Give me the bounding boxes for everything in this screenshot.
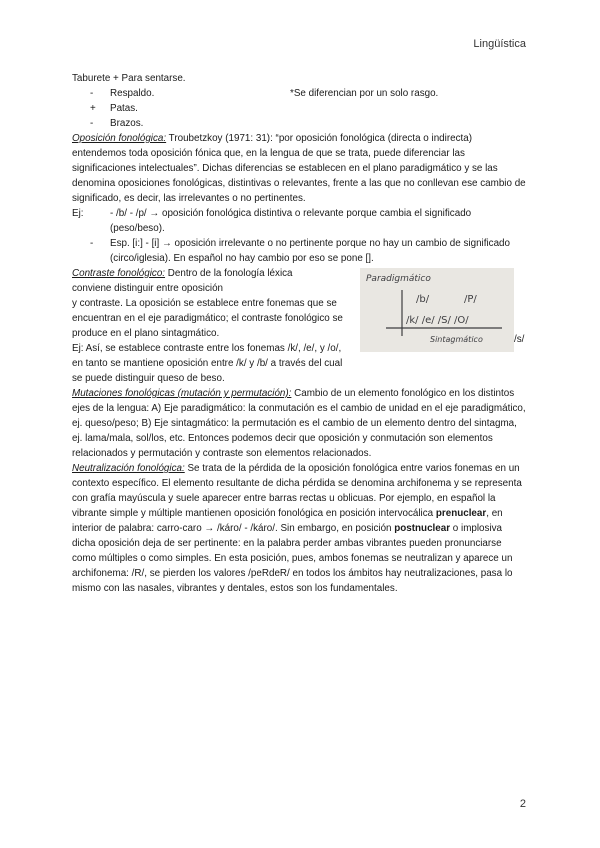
contraste-heading: Contraste fonológico:: [72, 268, 166, 279]
side-note: *Se diferencian por un solo rasgo.: [290, 88, 439, 99]
list-item: [72, 116, 528, 131]
neutralizacion-body-2: , en interior de palabra: carro-caro → /káro/ - /káro/. Sin embargo, en posición: [72, 508, 503, 534]
mutaciones-body: Cambio de un elemento fonológico en los distintos ejes de la lengua: A) Eje paradigmático: la conmutación es el cambio de unidad en el eje paradigmático, ej. queso/peso; B) Eje sintagmático: la permutación es el cambio de un elemento dentro del sintagma, ej. lama/mala, sol/los, etc. Entonces podemos decir que oposición y conmutación son elementos relacionados y permutación y contraste son elementos relacionados.: [72, 388, 526, 459]
sub-example-text: Esp. [i:] - [i] → oposición irrelevante o no pertinente porque no hay un cambio de significado (circo/iglesia). En español no hay cambio por eso se pone [].: [110, 238, 510, 264]
mutaciones-paragraph: [72, 386, 528, 461]
term-postnuclear: postnuclear: [394, 523, 451, 534]
figure-title: Paradigmático: [366, 274, 431, 284]
contraste-section: [72, 266, 528, 386]
list-bullet: -: [90, 118, 94, 129]
oposicion-heading: Oposición fonológica:: [72, 133, 167, 144]
list-item-text: Patas.: [110, 103, 138, 114]
contraste-intro: [72, 266, 352, 281]
neutralizacion-heading: Neutralización fonológica:: [72, 463, 185, 474]
figure-axis-label: Sintagmático: [430, 335, 483, 344]
handwritten-diagram: [360, 268, 514, 352]
contraste-line1: Dentro de la fonología léxica: [165, 268, 293, 279]
list-bullet: +: [90, 103, 96, 114]
term-prenuclear: prenuclear: [435, 508, 487, 519]
list-item: [72, 86, 528, 101]
paradigm-syntagm-figure: [360, 268, 514, 352]
oposicion-example: [72, 206, 528, 236]
oposicion-body: Troubetzkoy (1971: 31): “por oposición fonológica (directa o indirecta) entendemos toda oposición fónica que, en la lengua de que se trata, puede diferenciar las significaciones intelectuales”. Dichas diferencias se establecen en el plano paradigmático y se las denomina oposiciones fonológicas, distintivas o relevantes, frente a las que no conllevan ese cambio de significado, es decir, las irrelevantes o no pertinentes.: [72, 133, 526, 204]
document-body: [72, 71, 528, 596]
oposicion-paragraph: [72, 131, 528, 206]
page-number: 2: [519, 798, 526, 810]
neutralizacion-body-1: Se trata de la pérdida de la oposición fonológica entre varios fonemas en un contexto específico. El elemento resultante de dicha pérdida se denomina archifonema y se representa con grafía mayúscula y suele aparecer entre barras rectas u oblicuas. Por ejemplo, en español la vibrante simple y múltiple mantienen oposición fonológica en posición intervocálica: [72, 463, 522, 519]
figure-b: /b/: [416, 294, 430, 305]
list-item-text: Brazos.: [110, 118, 144, 129]
oposicion-sub-example: [72, 236, 528, 266]
list-item: [72, 101, 528, 116]
taburete-intro: Taburete + Para sentarse.: [72, 73, 186, 84]
list-bullet: -: [90, 238, 94, 249]
contraste-body: y contraste. La oposición se establece entre fonemas que se encuentran en el eje paradigmático; el contraste fonológico se produce en el plano sintagmático.: [72, 298, 343, 339]
figure-p: /P/: [464, 294, 477, 305]
page-header-subject: Lingüística: [473, 38, 526, 50]
figure-side-label: /s/: [514, 334, 525, 345]
list-item-text: Respaldo.: [110, 88, 155, 99]
neutralizacion-paragraph: [72, 461, 528, 596]
contraste-line2: conviene distinguir entre oposición: [72, 283, 224, 294]
example-text: - /b/ - /p/ → oposición fonológica distintiva o relevante porque cambia el significado (peso/beso).: [110, 208, 472, 234]
figure-row: /k/ /e/ /S/ /O/: [406, 315, 469, 326]
neutralizacion-body-3: o implosiva dicha oposición deja de ser pertinente: en la palabra perder ambas vibrantes pueden pronunciarse como múltiples o como simples. En esta posición, pues, ambos fonemas se neutralizan y aparece un archifonema: /R/, se pierden los valores /peRdeR/ en todos los ámbitos hay neutralizaciones, pasa lo mismo con las nasales, vibrantes y dentales, estos son los fundamentales.: [72, 523, 513, 594]
mutaciones-heading: Mutaciones fonológicas (mutación y permutación):: [72, 388, 292, 399]
contraste-example: Ej: Así, se establece contraste entre los fonemas /k/, /e/, y /o/, en tanto se mantiene oposición entre /k/ y /b/ a través del cual se puede distinguir queso de beso.: [72, 343, 343, 384]
list-bullet: -: [90, 88, 94, 99]
example-label: Ej:: [72, 208, 84, 219]
contraste-text: [72, 266, 352, 386]
